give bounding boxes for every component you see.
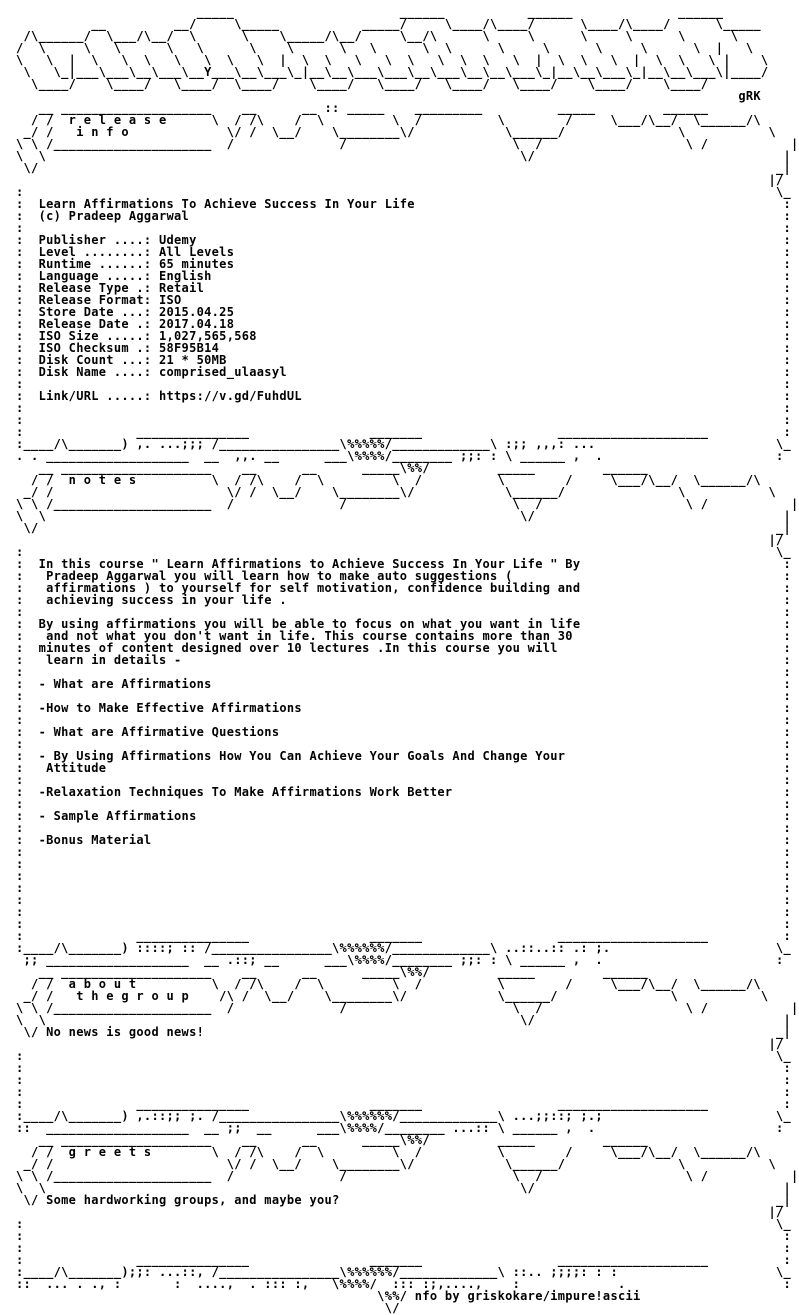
nfo-ascii-document: _____ ______ ______ ______ __ __/ \_____ _____/ \____/\____/ \____/\____/ \_____ /\______/ \___/\__/ \ \ \_____/\__/ \__/\ \ \ \ \ \ \ / \ \ \ \ \ \ \ \ \ \ \ \ \ \ \ \ | \ \ \ | \ \ \ \ \ \ \ | \ \ \ \ \ \ \ \ \ | \ \ \ | \ \ \ | \ \ \_|___\___\__\___\__Y___\__\___\_|__\__\___\___\__\___\__\__\___\_|__\__\___\_|__\__\___\|____/ \____/ \____/ \____/ \____/ \____/ \____/ \____/ \____/ \____/ \____/ gRK __ ____________________ __ __ :: _____ _________ _____ ______ / / r e l e a s e \ / /\ / \ \ / \ / \___/\__/ \______/\ _/ / i n f o \/ / \__/ \________\/ \______/ \ \ \ \ /_____________________ / / \ / \ / | \ \ \/ | \/ _| |/ : \_ : Learn Affirmations To Achieve Success In Your Life : : (c) Pradeep Aggarwal : : : : Publisher ....: Udemy : : Level ........: All Levels : : Runtime ......: 65 minutes : : Language .....: English : : Release Type .: Retail : : Release Format: ISO : : Store Date ...: 2015.04.25 : : Release Date .: 2017.04.18 : : ISO Size .....: 1,027,565,568 : : ISO Checksum .: 58F95B14 : : Disk Count ...: 21 * 50MB : : Disk Name ....: comprised_ulaasyl : : : : Link/URL .....: https://v.gd/FuhdUL : : : : : : _______________ _______ ____________________ : :____/\_______) ,. ...;;; /________________\%%%%%/_____________\ :;; ,,,: ... \_ . . ___________________ __ ,,. __ ___\%%%%/________ ;;: : \ ______ , . : __ ____________________ __ __ _____\%%/ _____ ______ / / n o t e s \ / /\ / \ \ / \ / \___/\__/ \______/\ _/ / \/ / \__/ \________\/ \______/ \ \ \ \ /_____________________ / / \ / \ / | \ \ \/ | \/ _| |/ : \_ : In this course " Learn Affirmations to Achieve Success In Your Life " By : : Pradeep Aggarwal you will learn how to make auto suggestions ( : : affirmations ) to yourself for self motivation, confidence building and : : achieving success in your life . : : : : By using affirmations you will be able to focus on what you want in life : : and not what you don't want in life. This course contains more than 30 : : minutes of content designed over 10 lectures .In this course you will : : learn in details - : : : : - What are Affirmations : : : : -How to Make Effective Affirmations : : : : - What are Affirmative Questions : : : : - By Using Affirmations How You Can Achieve Your Goals And Change Your : : Attitude : : : : -Relaxation Techniques To Make Affirmations Work Better : : : : - Sample Affirmations : : : : -Bonus Material : : : : : : : : : : : : : : : : _______________ _______ ____________________ : :____/\_______) ::::; :: /________________\%%%%%%/_____________\ ..::..:: .: ;. \_ ;; ___________________ __ .::; __ ___\%%%%/________ ;;: : \ ______ , . : __ ____________________ __ __ _____\%%/ _____ ______ / / a b o u t \ / /\ / \ \ / \ / \___/\__/ \______/\ _/ / t h e g r o u p /\ / \__/ \________\/ \______/ \ \ \ \ /_____________________ / / \ / \ / | \ \ \/ | \/ No news is good news! _| |/ : \_ : : : : : : : _______________ _______ ____________________ : :____/\_______) ,.::;; ;. /________________\%%%%%%/_____________\ ...;;::; ;.; \_ :: ___________________ __ ;; __ ___\%%%%/________ ...:: \ ______ , . : __ ____________________ __ __ _____\%%/ _____ ______ / / g r e e t s \ / /\ / \ \ / \ / \___/\__/ \______/\ _/ / \/ / \__/ \________\/ \______/ \ \ \ \ /_____________________ / / \ / \ / | \ \ \/ | \/ Some hardworking groups, and maybe you? _| |/ : \_ : : : : : _______________ _______ ____________________ : :____/\_______);;: ...::, /________________\%%%%%%/_____________\ ::.. ;;;;: : : \_ :: ... . ., : : ...., . ::: :, \%%%%/ ::: :;,...., : . : \%%/ nfo by griskokare/impure!ascii \/ — [16, 5, 799, 1315]
